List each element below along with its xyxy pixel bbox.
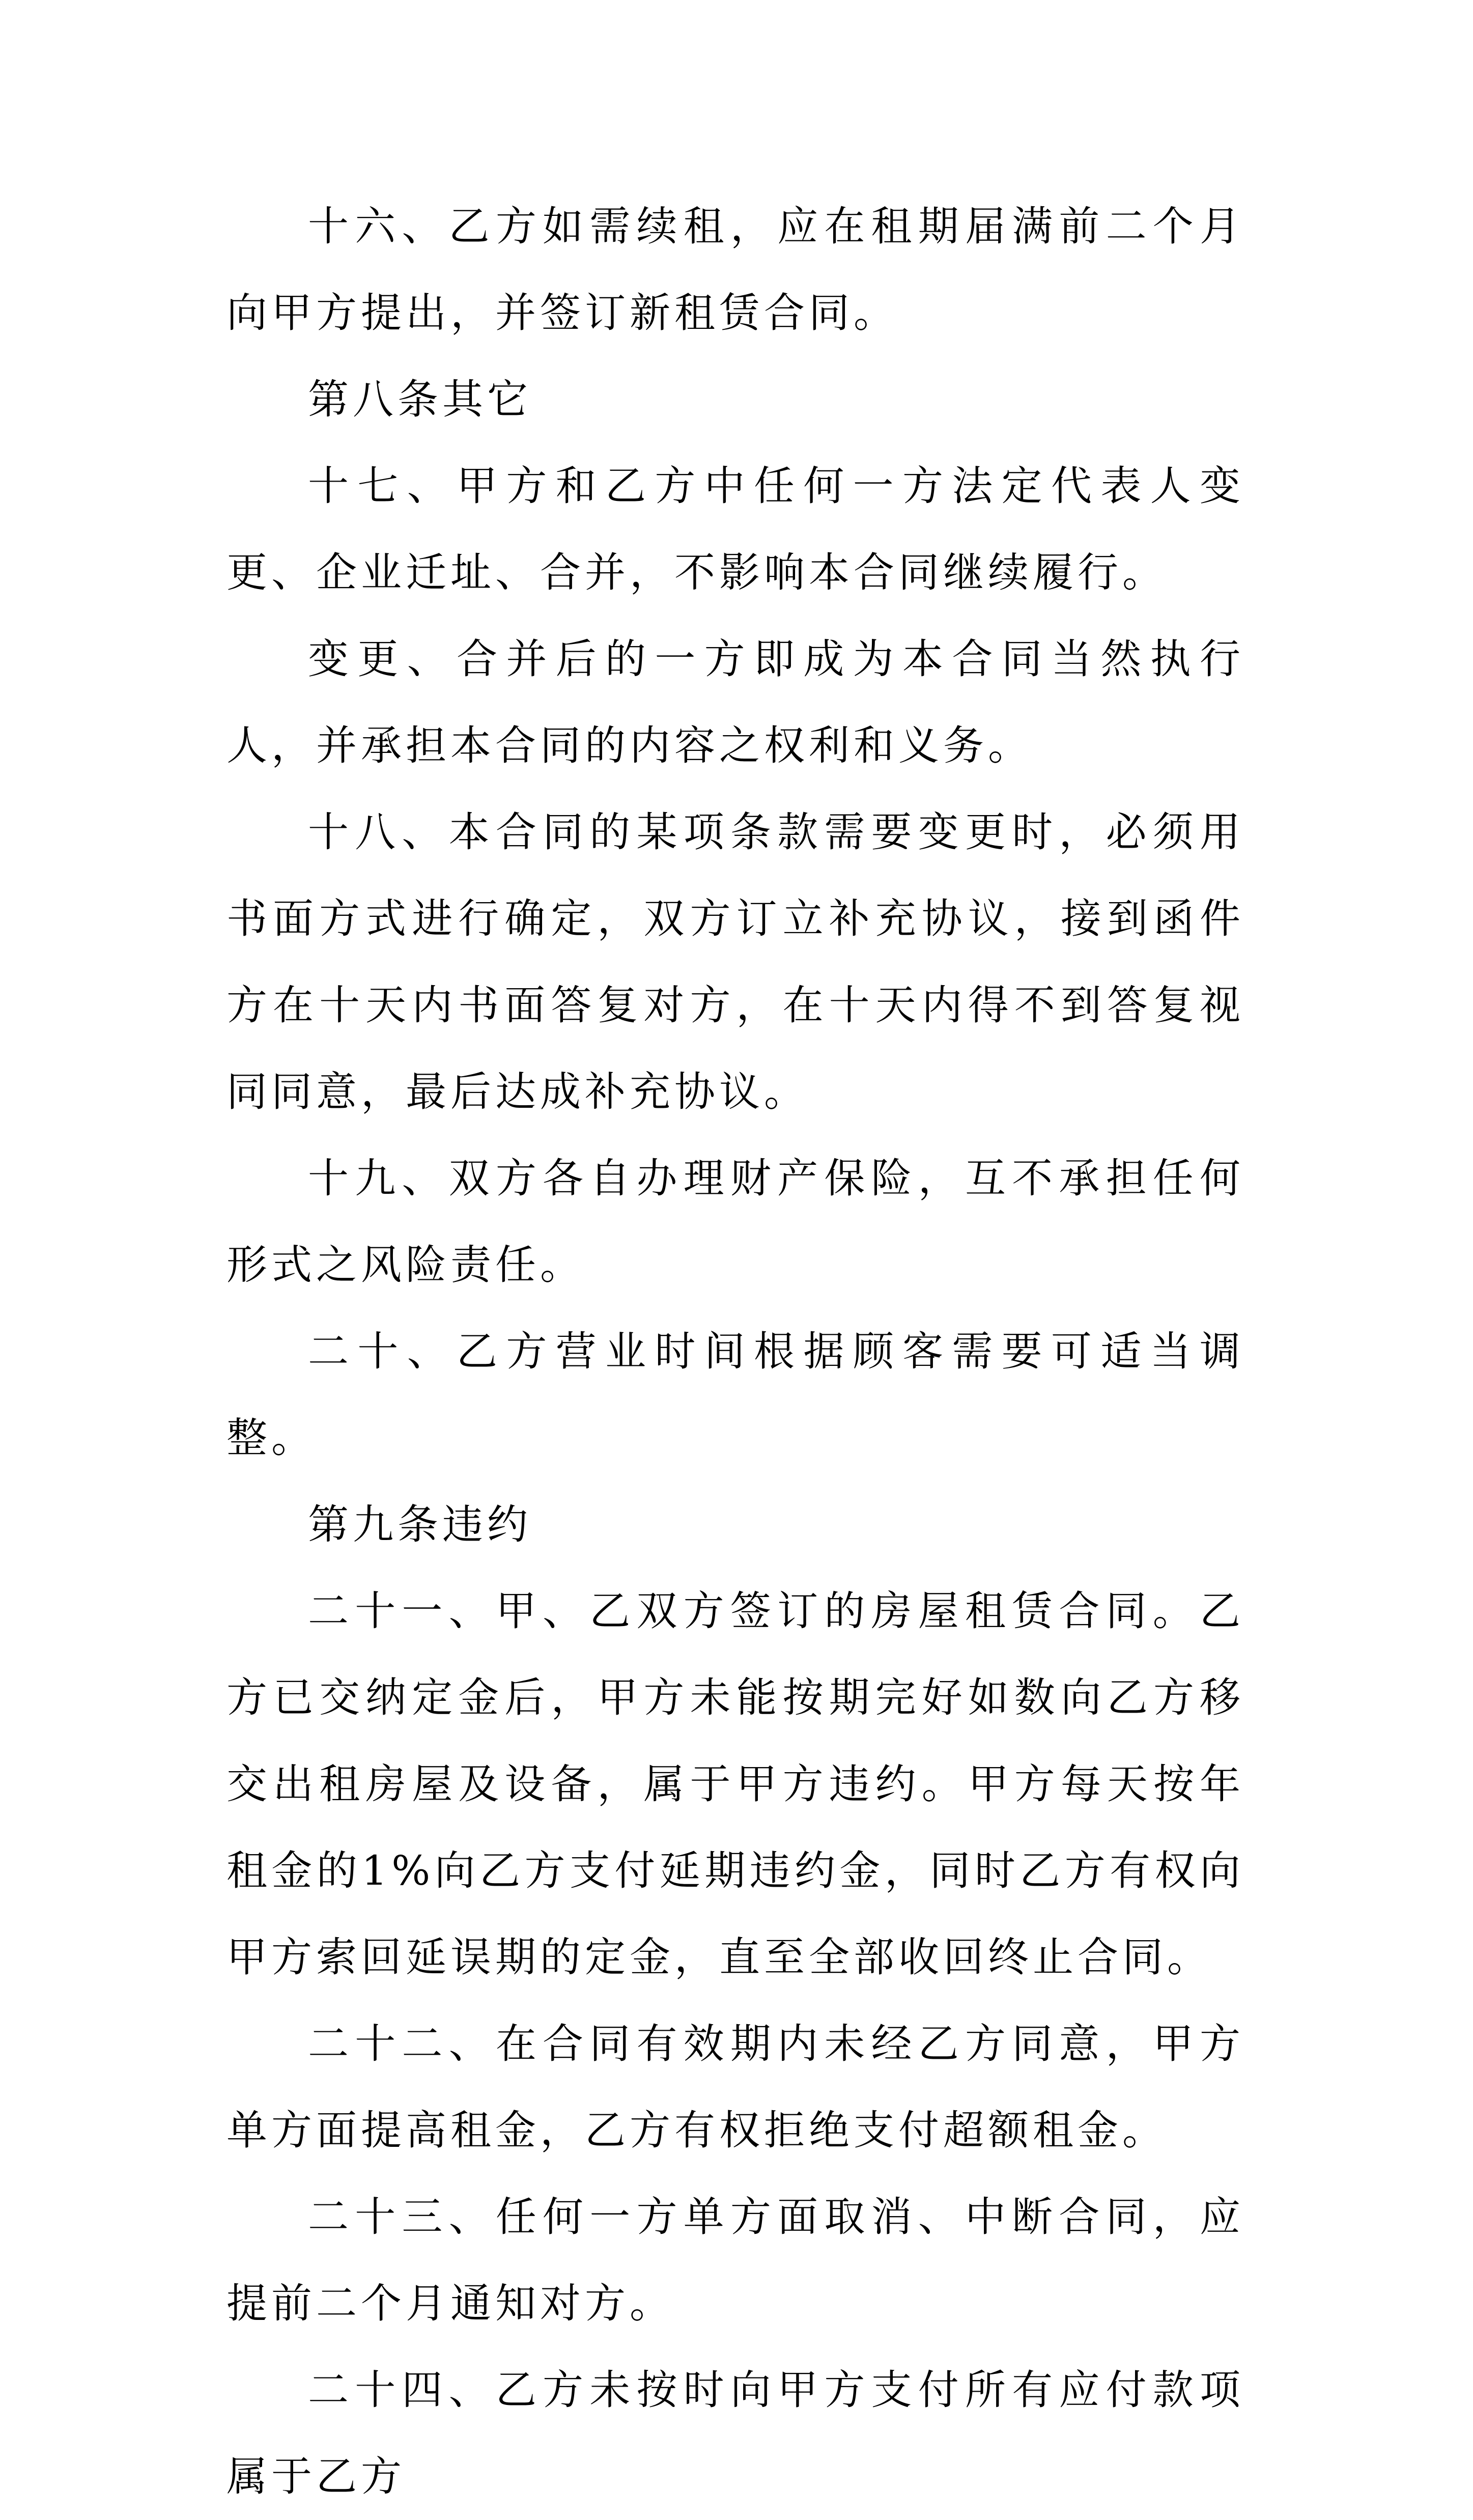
paragraph-18: 十八、本合同的某项条款需要变更时，必须用书面方式进行确定，双方订立补充协议，接到函件方在十天内书面答复对方，在十天内得不到答复视同同意，最后达成补充协议。 (226, 808, 1244, 1115)
paragraph-21: 二十一、甲、乙双方签订的房屋租赁合同。乙方已交纳定金后，甲方未能按期完好如数向乙方移交出租房屋及设备，属于甲方违约。甲方每天按年租金的1%向乙方支付延期违约金，同时乙方有权向甲方索回延误期的定金，直至全部收回终止合同。 (226, 1587, 1244, 1981)
paragraph-19: 十九、双方各自办理财产保险，互不承担任何形式之风险责任。 (226, 1155, 1244, 1289)
paragraph-17-continued: 变更、合并后的一方即成为本合同当然执行人，并承担本合同的内容之权利和义务。 (226, 635, 1244, 769)
section-heading-article-9: 第九条违约 (308, 1501, 532, 1548)
paragraph-23: 二十三、任何一方单方面取消、中断合同，应提前二个月通知对方。 (226, 2193, 1244, 2327)
paragraph-20: 二十、乙方营业时间根据顾客需要可适当调整。 (226, 1328, 1244, 1462)
document-body (226, 183, 1244, 2520)
paragraph-24: 二十四、乙方未按时向甲方支付所有应付款项属于乙方 (226, 2366, 1244, 2500)
paragraph-16: 十六、乙方如需续租，应在租期届满前二个月向甲方提出，并签订新租赁合同。 (226, 203, 1244, 337)
section-heading-article-8: 第八条其它 (308, 376, 532, 423)
paragraph-22: 二十二、在合同有效期内未经乙方同意，甲方单方面提高租金，乙方有权拒绝支付超额租金。 (226, 2020, 1244, 2154)
paragraph-17: 十七、甲方和乙方中任何一方法定代表人变更、企业迁址、合并，不影响本合同继续履行。 (226, 462, 1244, 596)
